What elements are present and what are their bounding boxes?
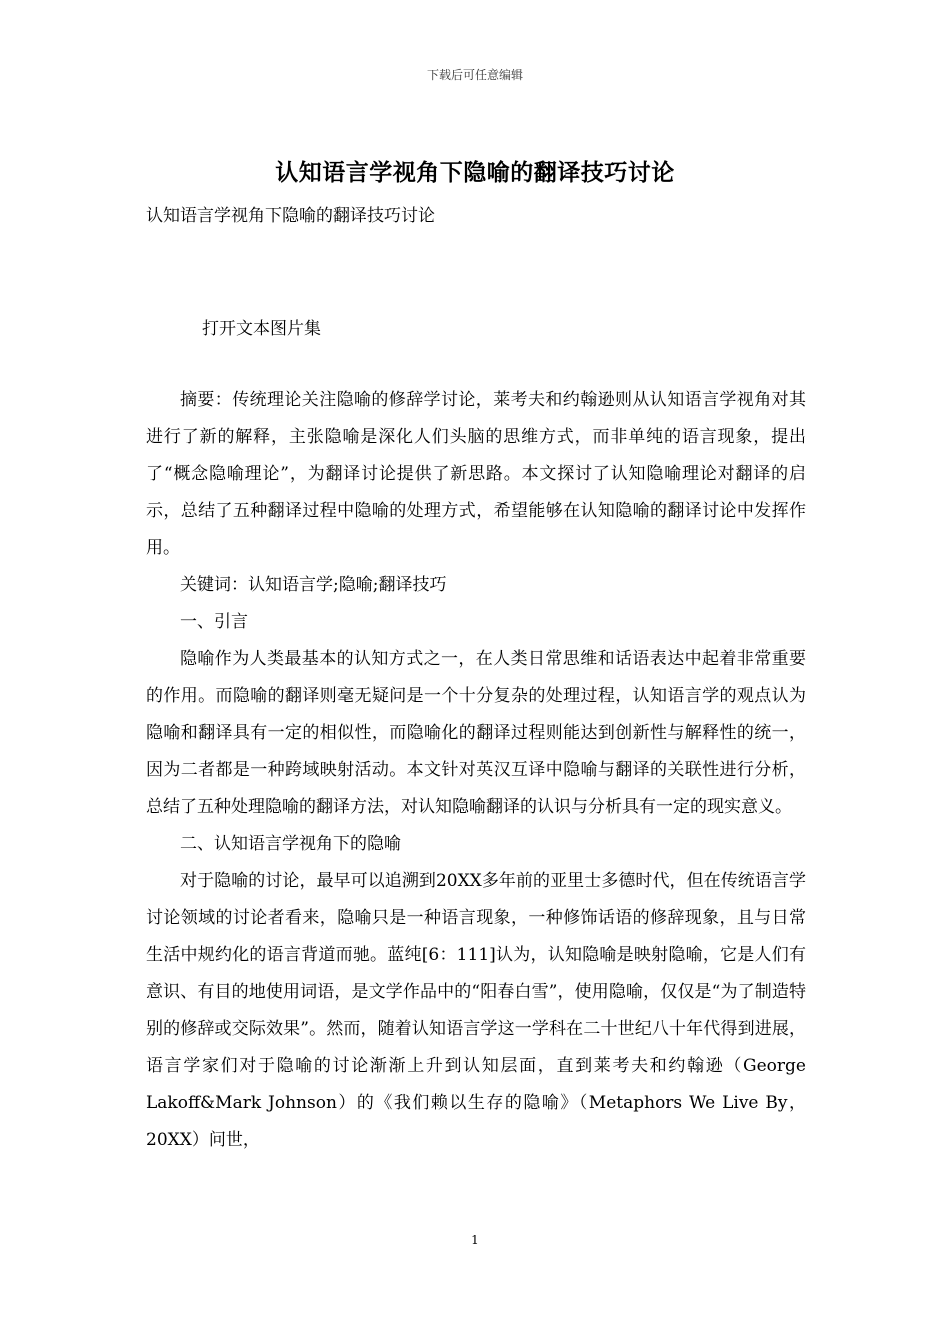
introduction-paragraph: 隐喻作为人类最基本的认知方式之一，在人类日常思维和话语表达中起着非常重要的作用。而隐喻的翻译则毫无疑问是一个十分复杂的处理过程，认知语言学的观点认为隐喻和翻译具有一定的相似性，而隐喻化的翻译过程则能达到创新性与解释性的统一，因为二者都是一种跨域映射活动。本文针对英汉互译中隐喻与翻译的关联性进行分析，总结了五种处理隐喻的翻译方法，对认知隐喻翻译的认识与分析具有一定的现实意义。 [146, 649, 806, 817]
image-set-link[interactable]: 打开文本图片集 [202, 319, 321, 339]
document-body [146, 382, 806, 1159]
abstract-paragraph: 摘要：传统理论关注隐喻的修辞学讨论，莱考夫和约翰逊则从认知语言学视角对其进行了新的解释，主张隐喻是深化人们头脑的思维方式，而非单纯的语言现象，提出了“概念隐喻理论”，为翻译讨论提供了新思路。本文探讨了认知隐喻理论对翻译的启示，总结了五种翻译过程中隐喻的处理方式，希望能够在认知隐喻的翻译讨论中发挥作用。 [146, 390, 806, 558]
page-number: 1 [471, 1233, 479, 1247]
document-subtitle: 认知语言学视角下隐喻的翻译技巧讨论 [146, 206, 435, 226]
page-header: 下载后可任意编辑 [426, 68, 523, 82]
document-title: 认知语言学视角下隐喻的翻译技巧讨论 [275, 159, 675, 186]
cognitive-paragraph: 对于隐喻的讨论，最早可以追溯到20XX多年前的亚里士多德时代，但在传统语言学讨论领域的讨论者看来，隐喻只是一种语言现象，一种修饰话语的修辞现象，且与日常生活中规约化的语言背道而驰。蓝纯[6：111]认为，认知隐喻是映射隐喻，它是人们有意识、有目的地使用词语，是文学作品中的“阳春白雪”，使用隐喻，仅仅是“为了制造特别的修辞或交际效果”。然而，随着认知语言学这一学科在二十世纪八十年代得到进展，语言学家们对于隐喻的讨论渐渐上升到认知层面，直到莱考夫和约翰逊（George Lakoff&Mark Johnson）的《我们赖以生存的隐喻》（Metaphors We Live By，20XX）问世， [146, 871, 806, 1150]
section-heading-introduction: 一、引言 [180, 612, 248, 632]
keywords-paragraph: 关键词：认知语言学;隐喻;翻译技巧 [180, 575, 447, 595]
section-heading-cognitive: 二、认知语言学视角下的隐喻 [180, 834, 401, 854]
